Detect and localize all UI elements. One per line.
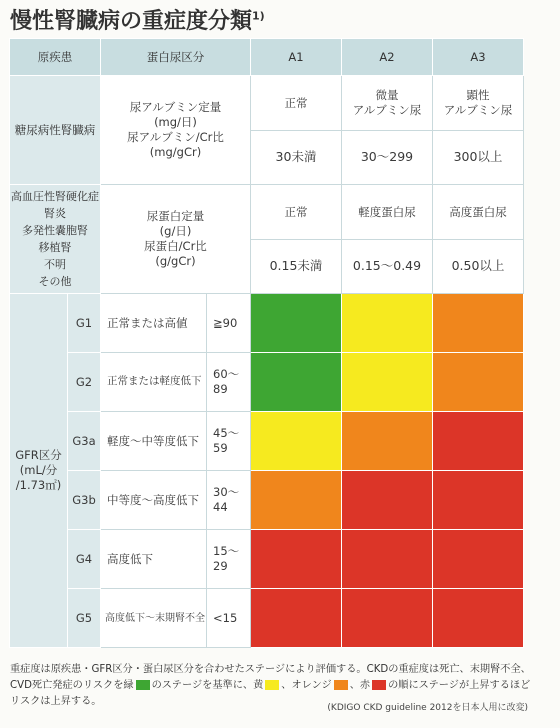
diabetes-measure1: 尿アルブミン定量 xyxy=(129,100,222,115)
red-swatch-icon xyxy=(372,680,386,690)
gfr-stage: G2 xyxy=(68,353,101,412)
risk-cell-red xyxy=(433,530,524,589)
risk-cell-red xyxy=(433,471,524,530)
gfr-row-g1 xyxy=(10,294,524,353)
gfr-category-label: GFR区分 (mL/分 /1.73㎡) xyxy=(10,294,68,648)
diabetes-a3-value: 300以上 xyxy=(433,131,524,185)
gfr-stage: G3b xyxy=(68,471,101,530)
risk-cell-red xyxy=(251,589,342,648)
risk-cell-yellow xyxy=(251,412,342,471)
header-a3: A3 xyxy=(433,39,524,76)
diabetes-measure2: 尿アルブミン/Cr比 xyxy=(127,130,224,144)
diabetes-measure xyxy=(101,76,251,185)
gfr-desc: 正常または軽度低下 xyxy=(101,353,207,412)
diabetes-row-label xyxy=(10,76,524,131)
risk-cell-yellow xyxy=(342,294,433,353)
gfr-range: <15 xyxy=(207,589,251,648)
gfr-row-g5 xyxy=(10,589,524,648)
other-a3-label: 高度蛋白尿 xyxy=(433,185,524,240)
title-footnote-ref: 1) xyxy=(252,9,265,23)
page-title: 慢性腎臓病の重症度分類$^{1)}$ xyxy=(10,9,265,34)
risk-cell-red xyxy=(342,471,433,530)
diabetes-disease-label: 糖尿病性腎臓病 xyxy=(10,76,101,185)
risk-cell-red xyxy=(342,530,433,589)
other-a2-label: 軽度蛋白尿 xyxy=(342,185,433,240)
yellow-swatch-icon xyxy=(265,680,279,690)
source-citation: (KDIGO CKD guideline 2012を日本人用に改変) xyxy=(327,703,528,713)
footnote-line3: リスクは上昇する。 xyxy=(10,696,102,707)
header-a1: A1 xyxy=(251,39,342,76)
gfr-stage: G4 xyxy=(68,530,101,589)
other-a3-value: 0.50以上 xyxy=(433,240,524,294)
orange-swatch-icon xyxy=(334,680,348,690)
diabetes-measure1-unit: (mg/日) xyxy=(154,115,197,130)
gfr-row-g2 xyxy=(10,353,524,412)
gfr-row-g3a xyxy=(10,412,524,471)
gfr-desc: 正常または高値 xyxy=(101,294,207,353)
footnote-line2: CVD死亡発症のリスクを緑 のステージを基準に、黄 、オレンジ 、赤 の順にステージが上昇するほど xyxy=(10,680,531,691)
other-measure: 尿蛋白定量 (g/日) 尿蛋白/Cr比 (g/gCr) xyxy=(101,185,251,294)
diabetes-measure2-unit: (mg/gCr) xyxy=(149,144,202,159)
diabetes-a3-label: 顕性 アルブミン尿 xyxy=(433,76,524,131)
diabetes-a2-value: 30〜299 xyxy=(342,131,433,185)
risk-cell-red xyxy=(251,530,342,589)
other-a1-value: 0.15未満 xyxy=(251,240,342,294)
gfr-desc: 中等度〜高度低下 xyxy=(101,471,207,530)
gfr-desc: 高度低下 xyxy=(101,530,207,589)
other-disease-labels: 高血圧性腎硬化症 腎炎 多発性嚢胞腎 移植腎 不明 その他 xyxy=(10,185,101,294)
green-swatch-icon xyxy=(136,680,150,690)
risk-cell-green xyxy=(251,294,342,353)
gfr-stage: G5 xyxy=(68,589,101,648)
risk-cell-orange xyxy=(433,294,524,353)
other-row-label xyxy=(10,185,524,240)
other-a2-value: 0.15〜0.49 xyxy=(342,240,433,294)
diabetes-a1-label: 正常 xyxy=(251,76,342,131)
risk-cell-orange xyxy=(251,471,342,530)
risk-cell-orange xyxy=(342,412,433,471)
risk-cell-yellow xyxy=(342,353,433,412)
header-row xyxy=(10,39,524,76)
gfr-stage: G1 xyxy=(68,294,101,353)
risk-cell-green xyxy=(251,353,342,412)
gfr-row-g4 xyxy=(10,530,524,589)
diabetes-a1-value: 30未満 xyxy=(251,131,342,185)
gfr-range: 45〜59 xyxy=(207,412,251,471)
risk-cell-red xyxy=(342,589,433,648)
header-a2: A2 xyxy=(342,39,433,76)
gfr-range: 60〜89 xyxy=(207,353,251,412)
gfr-range: ≧90 xyxy=(207,294,251,353)
diabetes-a2-label: 微量 アルブミン尿 xyxy=(342,76,433,131)
footnote-line1: 重症度は原疾患・GFR区分・蛋白尿区分を合わせたステージにより評価する。CKDの重症度は死亡、末期腎不全、 xyxy=(10,664,531,675)
gfr-desc: 軽度〜中等度低下 xyxy=(101,412,207,471)
gfr-stage: G3a xyxy=(68,412,101,471)
risk-cell-red xyxy=(433,412,524,471)
risk-cell-red xyxy=(433,589,524,648)
gfr-desc: 高度低下〜末期腎不全 xyxy=(101,589,207,648)
gfr-range: 15〜29 xyxy=(207,530,251,589)
header-protein-category: 蛋白尿区分 xyxy=(101,39,251,76)
ckd-severity-table xyxy=(9,38,524,648)
header-disease: 原疾患 xyxy=(10,39,101,76)
risk-cell-orange xyxy=(433,353,524,412)
gfr-row-g3b xyxy=(10,471,524,530)
other-a1-label: 正常 xyxy=(251,185,342,240)
gfr-range: 30〜44 xyxy=(207,471,251,530)
